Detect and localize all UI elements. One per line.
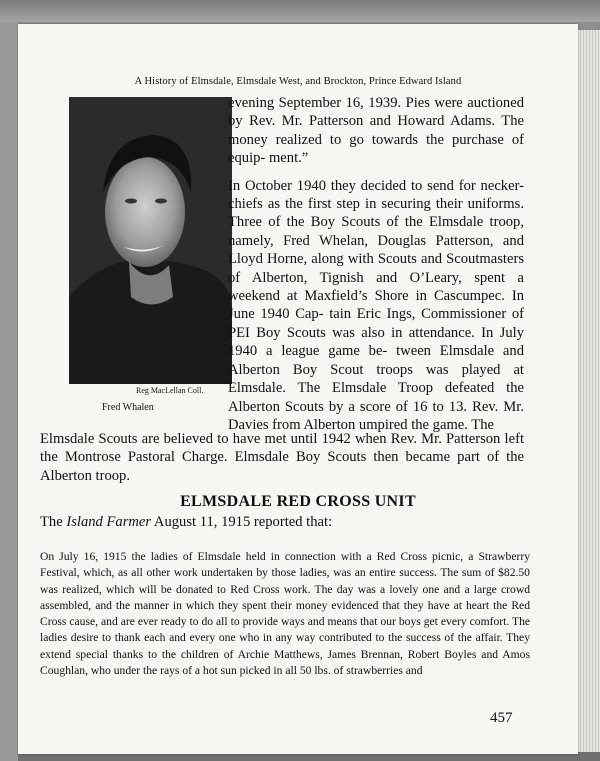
quote-line: On July 16, 1915 the ladies of Elmsdale held in connection with a Red Cross picnic, a Strawberry (40, 550, 530, 563)
quote-line: Boyles and Amos Coughlan, who under the rays of a hot sun picked in all 50 lbs. of strawberries and (40, 647, 530, 678)
text-line: Alberton, Tignish and O’Leary, spent a weekend at (228, 269, 525, 305)
book-spine-top (0, 0, 600, 22)
text-line: tain Eric Ings, Commissioner of PEI Boy Scouts was (228, 306, 525, 341)
quote-line: crowd assembled, and the manner in which they spent their money evidenced that they have at heart (40, 582, 530, 612)
text-line: troop. (95, 467, 131, 484)
text-line: also in attendance. In July 1940 a league game be- (228, 324, 524, 360)
section-heading: ELMSDALE RED CROSS UNIT (180, 493, 416, 510)
text-line: In October 1940 they decided to send for necker- (228, 177, 524, 194)
text-line: played at Elmsdale. The Elmsdale Troop defeated (228, 361, 524, 397)
text-line: Elmsdale Scouts are believed to have met until 1942 when Rev. Mr. Patterson left (40, 431, 524, 447)
text-line: Three of the Boy Scouts of the Elmsdale troop, (228, 214, 524, 231)
text-line: Horne, along with Scouts and Scoutmasters of (228, 251, 524, 286)
portrait-figure (69, 97, 232, 384)
text-line: by Rev. Mr. Patterson and Howard Adams. The (228, 113, 524, 130)
intro-suffix: August 11, 1915 reported that: (151, 514, 333, 530)
running-head: A History of Elmsdale, Elmsdale West, and Brockton, Prince Edward Island (134, 76, 462, 87)
text-line: the Montrose Pastoral Charge. Elmsdale Boy Scouts then became part of the Alberton (40, 449, 524, 484)
photo-caption: Fred Whalen (102, 402, 154, 413)
photo-credit: Reg MacLellan Coll. (136, 386, 204, 395)
quote-intro (40, 514, 332, 531)
paragraph-pie-auction (228, 94, 524, 168)
block-quote (40, 549, 530, 679)
quote-line: Festival, which, as all other work undertaken by those ladies, was an entire success. The sum of (40, 566, 495, 580)
book-spine-left (0, 22, 18, 761)
quote-line: comfort. The ladies desire to thank each and every one who in any way contributed to the success of (40, 615, 531, 645)
text-line: money realized to go towards the purchase of equip- (228, 131, 524, 167)
text-line: evening September 16, 1939. Pies were auctioned (228, 95, 524, 111)
text-line: ment.” (268, 150, 309, 167)
paragraph-continuation (40, 430, 524, 485)
publication-title: Island Farmer (66, 514, 152, 530)
book-page (18, 24, 578, 754)
text-line: chiefs as the first step in securing their uniforms. (228, 196, 524, 213)
text-line: namely, Fred Whelan, Douglas Patterson, and Lloyd (228, 232, 524, 268)
quote-line: the affair. They extend special thanks to the children of Archie Matthews, James Brennan, Robert (40, 631, 530, 661)
portrait-photo (69, 97, 232, 384)
page-number: 457 (490, 710, 513, 726)
page-edges-right (578, 30, 600, 754)
intro-prefix: The (40, 514, 67, 530)
quote-line: $82.50 was realized, which will be donated to Red Cross work. The day was a lovely one and a large (40, 566, 530, 596)
body-column (228, 94, 524, 434)
text-line: tween Elmsdale and Alberton Boy Scout troops was (228, 343, 524, 378)
paragraph-scouts-1940 (228, 177, 524, 435)
text-line: Maxfield’s Shore in Cascumpec. In June 1940 Cap- (228, 288, 525, 323)
text-line: Davies from Alberton umpired the game. The (228, 416, 494, 433)
text-line: the Alberton Scouts by a score of 16 to 13. Rev. Mr. (228, 380, 524, 415)
quote-line: the Red Cross cause, and are ever ready to do all to provide ways and means that our boys get every (40, 598, 530, 629)
